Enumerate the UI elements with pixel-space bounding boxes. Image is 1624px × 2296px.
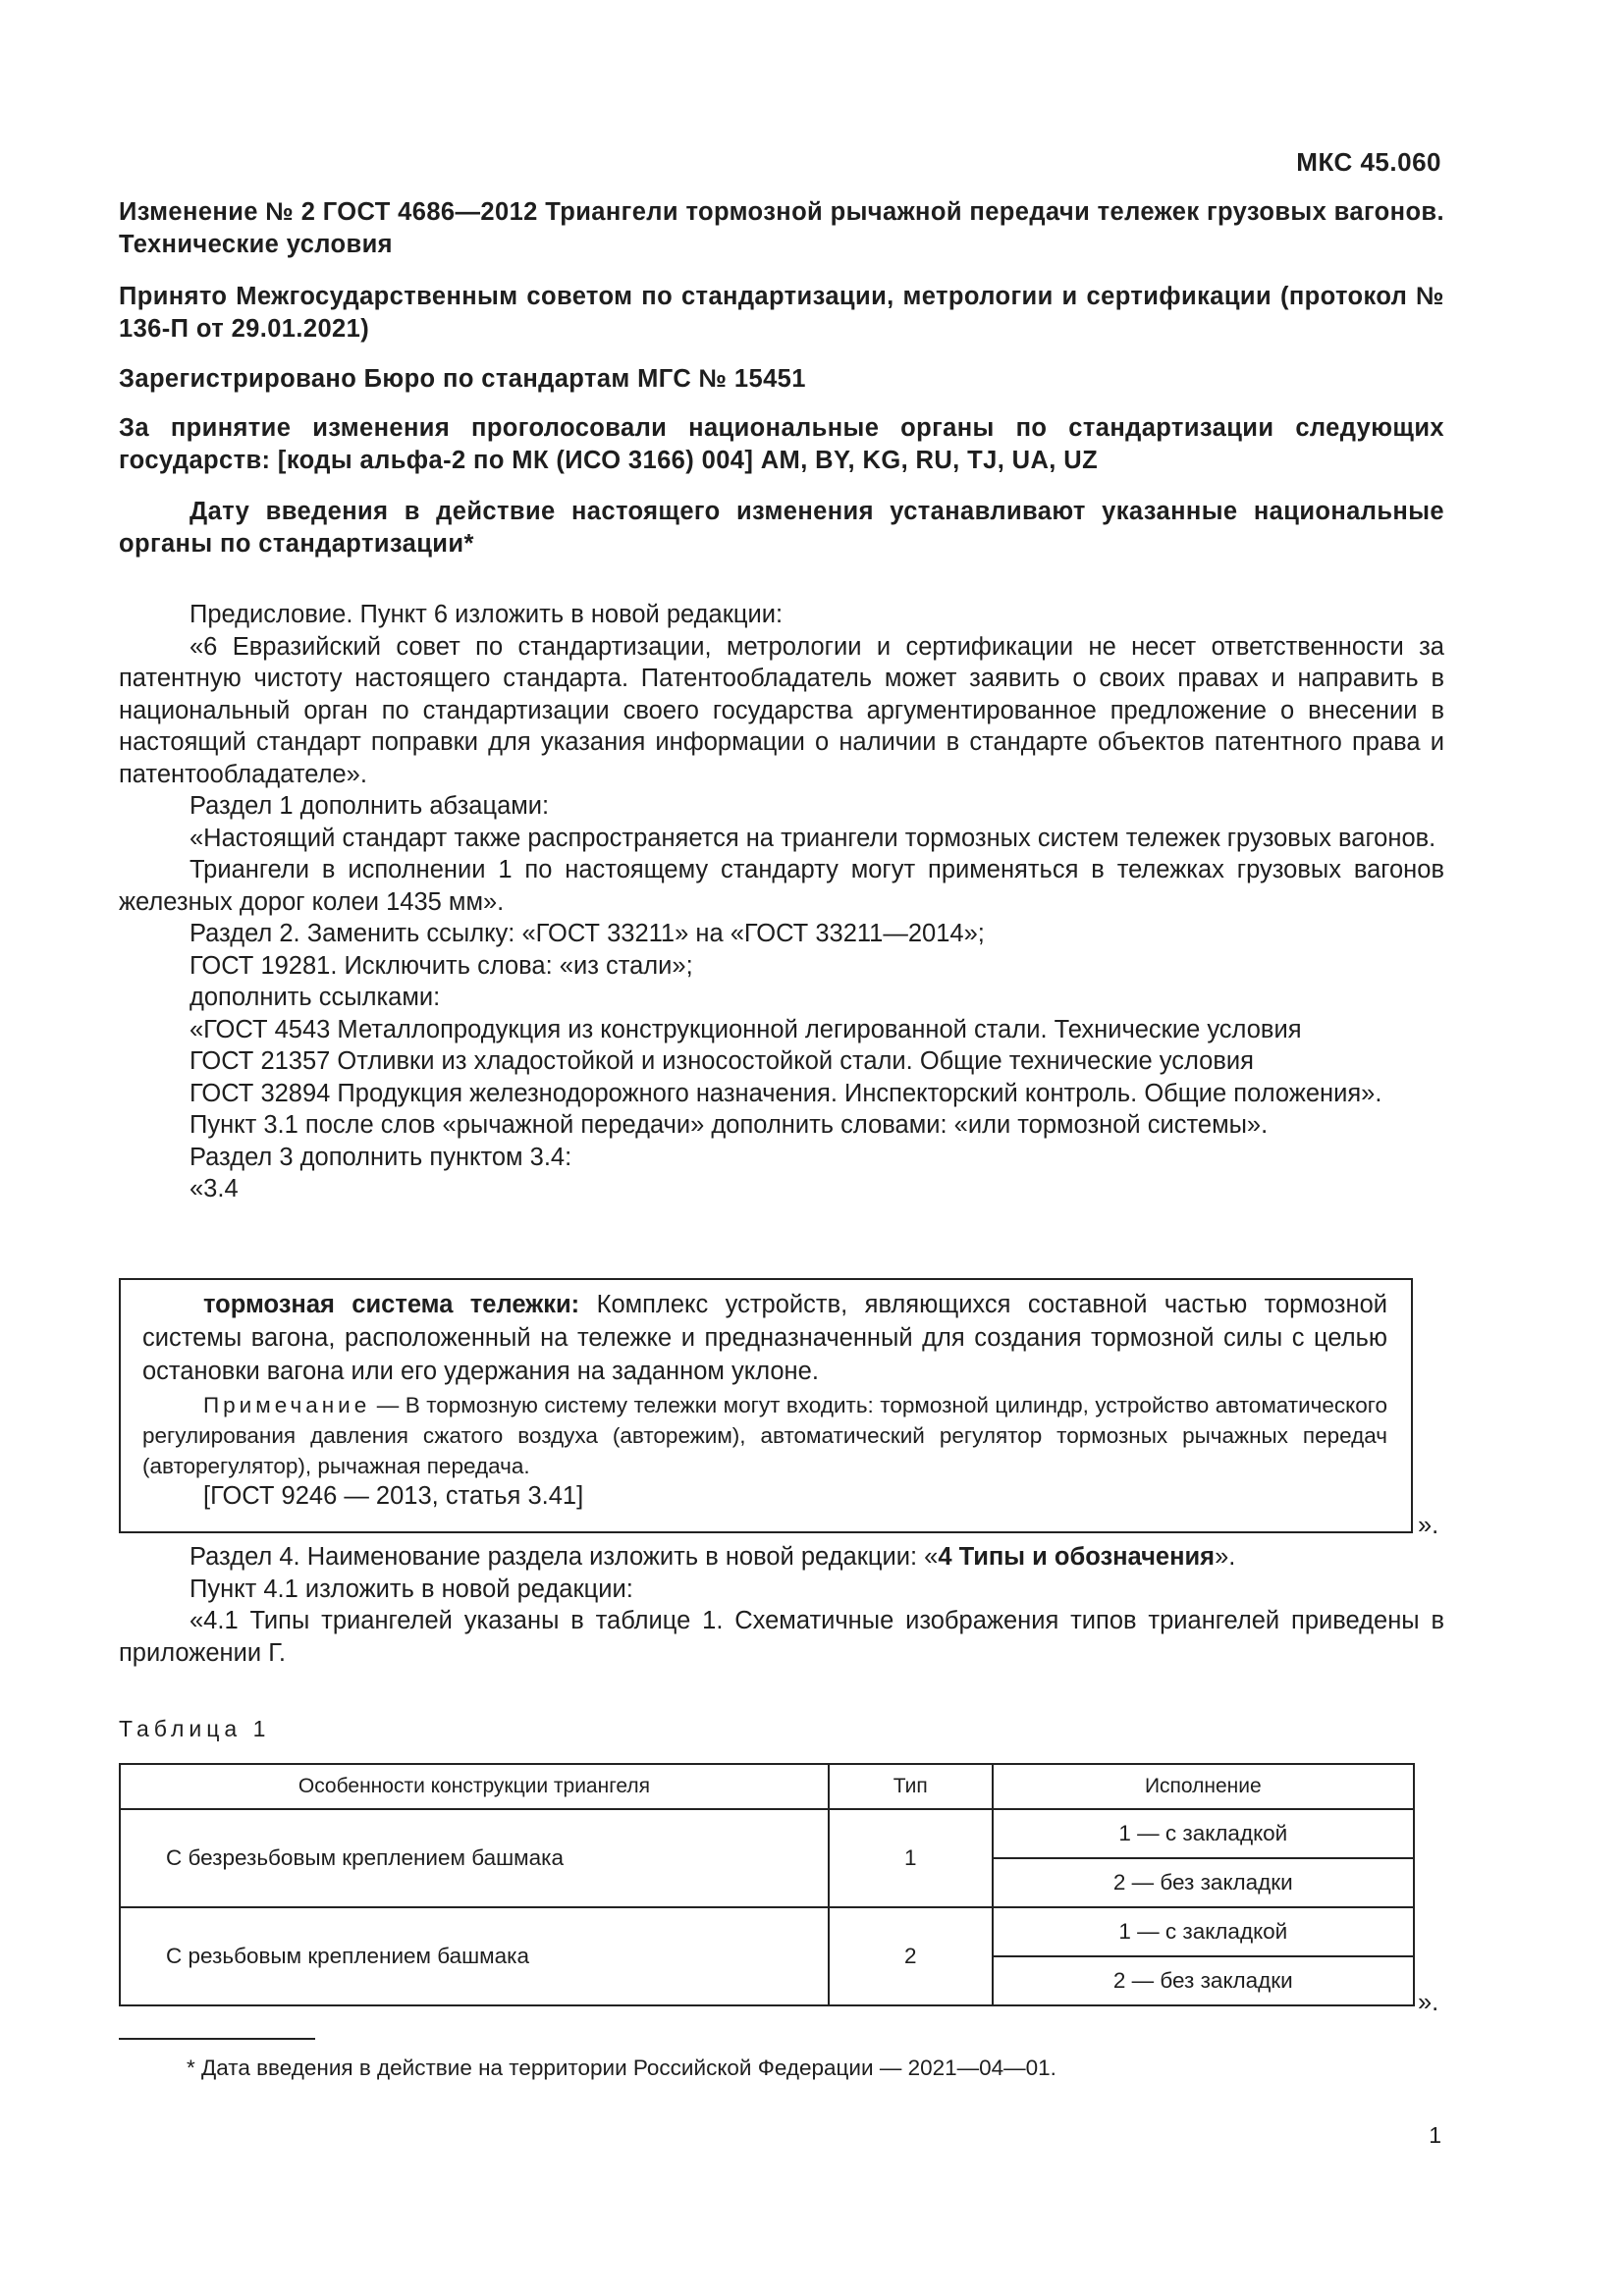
table-cell-variant: 1 — с закладкой xyxy=(993,1809,1414,1858)
paragraph-text: ». xyxy=(1215,1543,1236,1571)
closing-quote: ». xyxy=(1418,1512,1439,1539)
section-name: 4 Типы и обозначения xyxy=(938,1543,1216,1571)
table-row xyxy=(120,1809,1414,1858)
paragraph: Раздел 2. Заменить ссылку: «ГОСТ 33211» на «ГОСТ 33211—2014»; xyxy=(189,920,985,947)
term-definition xyxy=(142,1288,1387,1388)
paragraph: Триангели в исполнении 1 по настоящему стандарту могут применяться в тележках грузовых вагонов железных дорог колеи 1435 мм». xyxy=(119,856,1444,916)
table-cell-variant: 2 — без закладки xyxy=(993,1956,1414,2005)
paragraph: дополнить ссылками: xyxy=(189,984,441,1011)
column-header-feature: Особенности конструкции триангеля xyxy=(120,1764,829,1809)
paragraph-text: Раздел 4. Наименование раздела изложить в новой редакции: « xyxy=(189,1543,939,1571)
note-label: Примечание xyxy=(203,1393,371,1417)
paragraph: Предисловие. Пункт 6 изложить в новой редакции: xyxy=(189,601,784,628)
amendment-title: Изменение № 2 ГОСТ 4686—2012 Триангели тормозной рычажной передачи тележек грузовых вагонов. Технические условия xyxy=(119,198,1444,258)
footnote: * Дата введения в действие на территории Российской Федерации — 2021—04—01. xyxy=(187,2056,1056,2080)
term-source: [ГОСТ 9246 — 2013, статья 3.41] xyxy=(203,1482,584,1510)
mks-code: МКС 45.060 xyxy=(1296,147,1441,177)
term-name: тормозная система тележки: xyxy=(203,1291,580,1318)
paragraph: «Настоящий стандарт также распространяется на триангели тормозных систем тележек грузовых вагонов. xyxy=(189,824,1436,852)
paragraph xyxy=(119,1541,1444,1574)
paragraph: Пункт 3.1 после слов «рычажной передачи» дополнить словами: «или тормозной системы». xyxy=(189,1111,1269,1139)
adopted-statement: Принято Межгосударственным советом по стандартизации, метрологии и сертификации (протокол № 136-П от 29.01.2021) xyxy=(119,283,1444,343)
paragraph: ГОСТ 19281. Исключить слова: «из стали»; xyxy=(189,951,693,980)
paragraph: «ГОСТ 4543 Металлопродукция из конструкционной легированной стали. Технические условия xyxy=(189,1015,1302,1043)
amendment-body xyxy=(119,599,1444,1205)
paragraph: Раздел 3 дополнить пунктом 3.4: xyxy=(189,1143,572,1171)
column-header-variant: Исполнение xyxy=(993,1764,1414,1809)
column-header-type: Тип xyxy=(829,1764,993,1809)
voted-statement: За принятие изменения проголосовали национальные органы по стандартизации следующих государств: [коды альфа-2 по МК (ИСО 3166) 004] AM, BY, KG, RU, TJ, UA, UZ xyxy=(119,414,1444,474)
registered-statement: Зарегистрировано Бюро по стандартам МГС № 15451 xyxy=(119,365,806,393)
note-text: — В тормозную систему тележки могут входить: тормозной цилиндр, устройство автоматического регулирования давления сжатого воздуха (авторежим), автоматический регулятор тормозных рычажных передач (авторегулятор), рычажная передача. xyxy=(142,1393,1387,1478)
table-header-row xyxy=(120,1764,1414,1809)
paragraph: Раздел 1 дополнить абзацами: xyxy=(189,792,550,820)
paragraph: ГОСТ 32894 Продукция железнодорожного назначения. Инспекторский контроль. Общие положения». xyxy=(189,1079,1382,1107)
term-definition-text: Комплекс устройств, являющихся составной частью тормозной системы вагона, расположенный на тележке и предназначенный для создания тормозной силы с целью остановки вагона или его удержания на заданном уклоне. xyxy=(142,1291,1387,1385)
paragraph: Пункт 4.1 изложить в новой редакции: xyxy=(189,1575,633,1603)
table-cell-feature: С безрезьбовым креплением башмака xyxy=(120,1809,829,1907)
paragraph: «4.1 Типы триангелей указаны в таблице 1. Схематичные изображения типов триангелей приведены в приложении Г. xyxy=(119,1607,1444,1667)
paragraph: «6 Евразийский совет по стандартизации, метрологии и сертификации не несет ответственности за патентную чистоту настоящего стандарта. Патентообладатель может заявить о своих правах и направить в национальный орган по стандартизации своего государства аргументированное предложение о внесении в настоящий стандарт поправки для указания информации о наличии в стандарте объектов патентного права и патентообладателе». xyxy=(119,632,1444,788)
table-cell-variant: 1 — с закладкой xyxy=(993,1907,1414,1956)
paragraph: ГОСТ 21357 Отливки из хладостойкой и износостойкой стали. Общие технические условия xyxy=(189,1047,1254,1075)
term-note xyxy=(142,1390,1387,1481)
paragraph: «3.4 xyxy=(189,1175,239,1202)
amendment-body-continued xyxy=(119,1541,1444,1669)
table-cell-type: 1 xyxy=(829,1809,993,1907)
footnote-divider xyxy=(119,2038,315,2040)
table-cell-feature: С резьбовым креплением башмака xyxy=(120,1907,829,2005)
table-cell-variant: 2 — без закладки xyxy=(993,1858,1414,1907)
table-cell-type: 2 xyxy=(829,1907,993,2005)
term-definition-box xyxy=(119,1278,1413,1533)
closing-quote: ». xyxy=(1418,1989,1439,2016)
types-table xyxy=(119,1763,1415,2006)
effective-date-statement: Дату введения в действие настоящего изменения устанавливают указанные национальные органы по стандартизации* xyxy=(119,498,1444,558)
table-row xyxy=(120,1907,1414,1956)
page-number: 1 xyxy=(1429,2122,1441,2148)
table-caption: Таблица 1 xyxy=(119,1716,271,1741)
